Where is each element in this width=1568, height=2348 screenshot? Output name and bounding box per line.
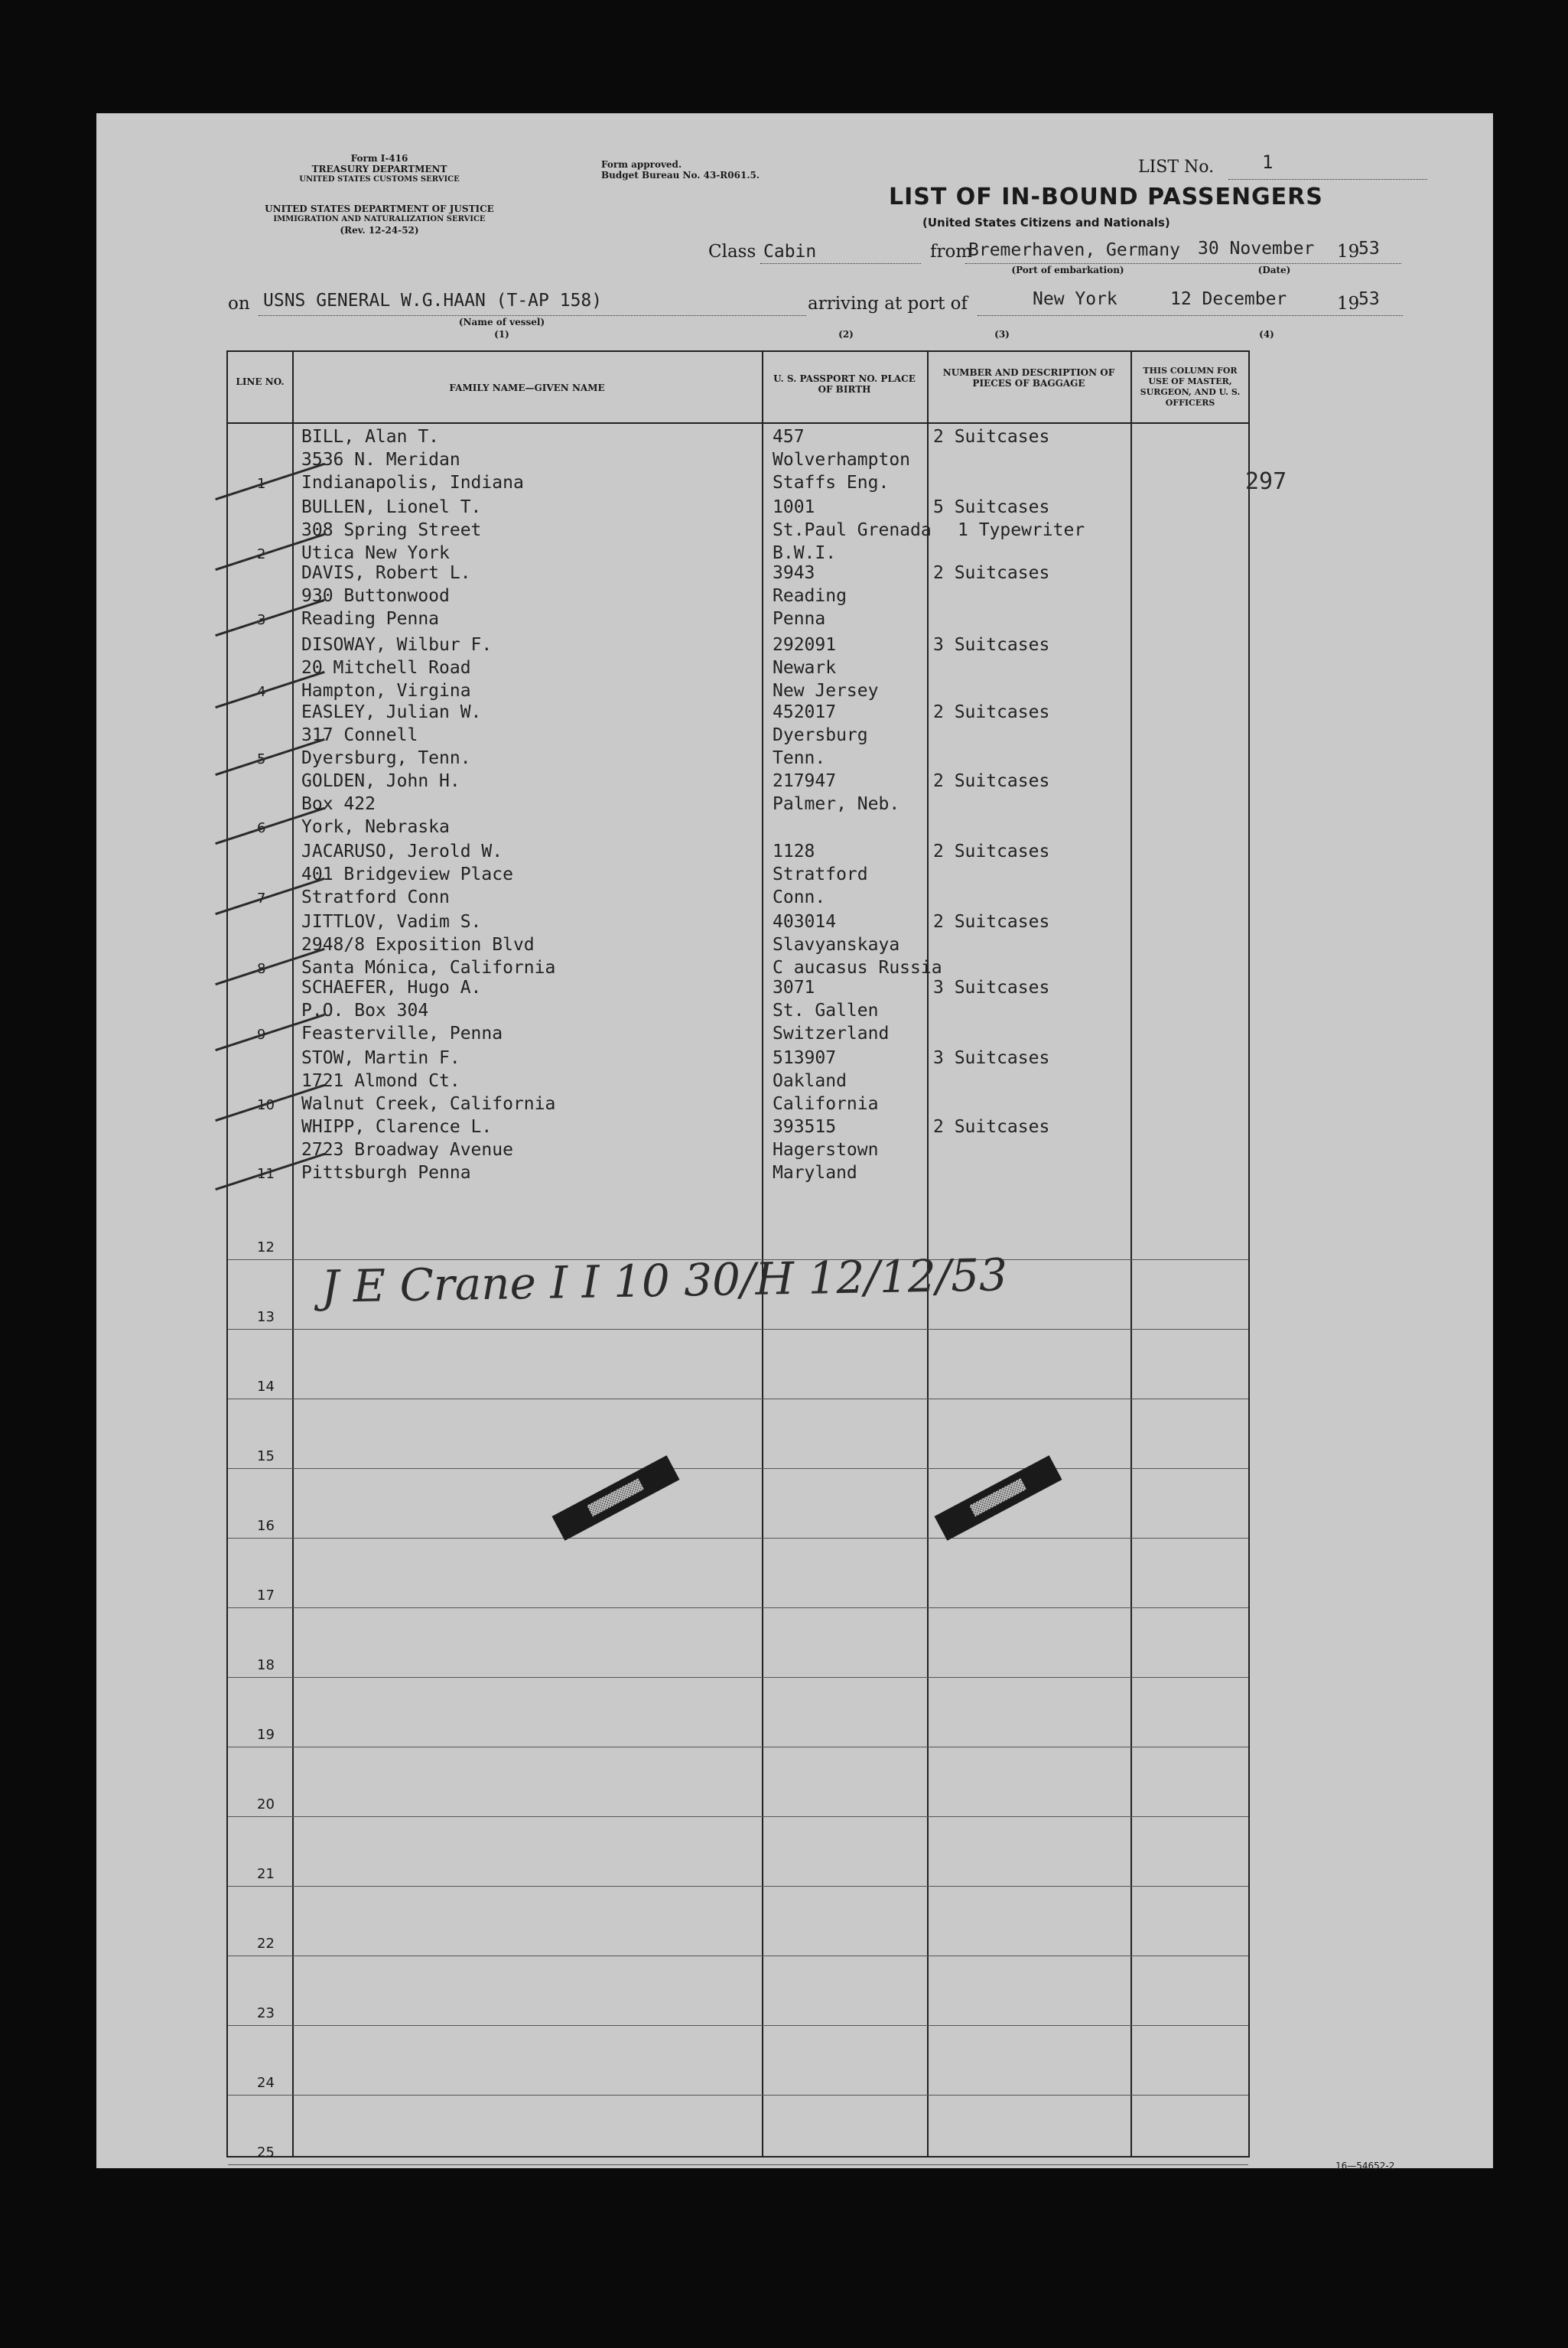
row-rule xyxy=(228,1607,1248,1608)
col-header-line-no: LINE NO. xyxy=(236,376,285,387)
passenger-address-line1: P.O. Box 304 xyxy=(301,1001,429,1021)
line-number: 20 xyxy=(257,1796,275,1812)
line-number: 14 xyxy=(257,1379,275,1395)
birth-place-line2: California xyxy=(773,1094,879,1114)
revision-date: (Rev. 12-24-52) xyxy=(340,225,419,236)
passenger-name: JACARUSO, Jerold W. xyxy=(301,842,503,861)
arrival-date: 12 December xyxy=(1170,289,1287,309)
line-number: 1 xyxy=(257,476,266,492)
line-number: 23 xyxy=(257,2005,275,2021)
baggage-description: 2 Suitcases xyxy=(933,912,1050,932)
baggage-description: 2 Suitcases xyxy=(933,1117,1050,1137)
passenger-address-line1: 2723 Broadway Avenue xyxy=(301,1140,513,1160)
birth-place-line1: Hagerstown xyxy=(773,1140,879,1160)
vessel-name: USNS GENERAL W.G.HAAN (T-AP 158) xyxy=(263,291,603,311)
passport-number: 457 xyxy=(773,427,805,447)
line-number: 17 xyxy=(257,1588,275,1604)
passenger-address-line2: Hampton, Virgina xyxy=(301,681,471,701)
row-rule xyxy=(228,1677,1248,1678)
line-number: 6 xyxy=(257,820,266,836)
date-caption: (Date) xyxy=(1257,265,1291,275)
line-number: 25 xyxy=(257,2144,275,2161)
passenger-address-line2: Feasterville, Penna xyxy=(301,1024,503,1044)
passenger-address-line1: 3536 N. Meridan xyxy=(301,450,460,470)
birth-place-line2: C aucasus Russia xyxy=(773,958,942,978)
row-rule xyxy=(228,2095,1248,2096)
passenger-address-line2: Pittsburgh Penna xyxy=(301,1163,471,1183)
passenger-address-line2: Walnut Creek, California xyxy=(301,1094,556,1114)
line-number: 2 xyxy=(257,546,266,562)
passport-number: 1001 xyxy=(773,497,815,517)
passenger-address-line1: 1721 Almond Ct. xyxy=(301,1071,460,1091)
baggage-description: 3 Suitcases xyxy=(933,978,1050,998)
arrival-year: 53 xyxy=(1358,289,1380,309)
passport-number: 1128 xyxy=(773,842,815,861)
list-no-label: LIST No. xyxy=(1138,158,1215,177)
page-title: LIST OF IN-BOUND PASSENGERS xyxy=(889,184,1323,210)
birth-place-line2: B.W.I. xyxy=(773,543,837,563)
justice-department: UNITED STATES DEPARTMENT OF JUSTICE xyxy=(265,204,494,214)
baggage-description: 2 Suitcases xyxy=(933,563,1050,583)
birth-place-line1: St.Paul Grenada xyxy=(773,520,932,540)
vessel-caption: (Name of vessel) xyxy=(458,317,545,327)
from-label: from xyxy=(930,242,973,262)
passport-number: 513907 xyxy=(773,1048,837,1068)
passenger-address-line2: York, Nebraska xyxy=(301,817,450,837)
officer-signature: J E Crane I I 10 30/H 12/12/53 xyxy=(320,1249,1008,1313)
baggage-description: 2 Suitcases xyxy=(933,771,1050,791)
year-prefix: 19 xyxy=(1337,242,1360,262)
arriving-label: arriving at port of xyxy=(808,294,968,314)
page-subtitle: (United States Citizens and Nationals) xyxy=(922,216,1170,230)
passenger-address-line2: Dyersburg, Tenn. xyxy=(301,748,471,768)
passport-number: 3071 xyxy=(773,978,815,998)
col-header-passport: U. S. PASSPORT NO. PLACE OF BIRTH xyxy=(773,373,916,395)
birth-place-line1: Dyersburg xyxy=(773,725,868,745)
embarkation-date: 30 November xyxy=(1198,239,1315,259)
passenger-name: JITTLOV, Vadim S. xyxy=(301,912,482,932)
on-label: on xyxy=(228,294,250,314)
line-number: 10 xyxy=(257,1097,275,1113)
customs-service: UNITED STATES CUSTOMS SERVICE xyxy=(299,175,460,184)
passenger-name: DAVIS, Robert L. xyxy=(301,563,471,583)
line-number: 5 xyxy=(257,751,266,767)
birth-place-line1: St. Gallen xyxy=(773,1001,879,1021)
col-header-baggage: NUMBER AND DESCRIPTION OF PIECES OF BAGGAGE xyxy=(942,367,1115,389)
budget-bureau: Budget Bureau No. 43-R061.5. xyxy=(601,170,760,181)
birth-place-line1: Reading xyxy=(773,586,847,606)
passport-number: 452017 xyxy=(773,702,837,722)
treasury-department: TREASURY DEPARTMENT xyxy=(311,164,447,174)
row-rule xyxy=(228,1538,1248,1539)
passport-number: 217947 xyxy=(773,771,837,791)
col-header-officers: THIS COLUMN FOR USE OF MASTER, SURGEON, AND U. S. OFFICERS xyxy=(1140,366,1241,408)
passenger-name: EASLEY, Julian W. xyxy=(301,702,482,722)
col-index-1: (1) xyxy=(494,329,509,340)
passenger-name: BILL, Alan T. xyxy=(301,427,440,447)
col-index-2: (2) xyxy=(838,329,854,340)
row-rule xyxy=(228,2164,1248,2165)
line-number: 19 xyxy=(257,1727,275,1743)
row-rule xyxy=(228,1816,1248,1817)
passenger-address-line2: Indianapolis, Indiana xyxy=(301,473,524,493)
passenger-address-line1: 20 Mitchell Road xyxy=(301,658,471,678)
line-number: 8 xyxy=(257,961,266,977)
line-number: 4 xyxy=(257,684,266,700)
birth-place-line1: Oakland xyxy=(773,1071,847,1091)
birth-place-line1: Wolverhampton xyxy=(773,450,911,470)
col-index-4: (4) xyxy=(1259,329,1274,340)
passport-number: 403014 xyxy=(773,912,837,932)
line-number: 13 xyxy=(257,1309,275,1325)
baggage-description: 2 Suitcases xyxy=(933,842,1050,861)
birth-place-line2: Conn. xyxy=(773,887,826,907)
inspection-stamp: ▓▓▓▓▓▓▓▓▓ xyxy=(551,1455,679,1541)
passenger-address-line2: Stratford Conn xyxy=(301,887,450,907)
baggage-description: 3 Suitcases xyxy=(933,635,1050,655)
birth-place-line2: Switzerland xyxy=(773,1024,890,1044)
passenger-address-line2: Santa Mónica, California xyxy=(301,958,556,978)
line-number: 12 xyxy=(257,1239,275,1255)
passport-number: 393515 xyxy=(773,1117,837,1137)
baggage-description: 5 Suitcases xyxy=(933,497,1050,517)
footer-code: 16—54652-2 xyxy=(1335,2161,1395,2171)
passenger-name: WHIPP, Clarence L. xyxy=(301,1117,493,1137)
passenger-name: BULLEN, Lionel T. xyxy=(301,497,482,517)
passenger-address-line1: Box 422 xyxy=(301,794,376,814)
arrival-year-prefix: 19 xyxy=(1337,294,1360,314)
row-rule xyxy=(228,1468,1248,1469)
passenger-address-line1: 930 Buttonwood xyxy=(301,586,450,606)
birth-place-line2: Staffs Eng. xyxy=(773,473,890,493)
baggage-description: 2 Suitcases xyxy=(933,427,1050,447)
class-value: Cabin xyxy=(763,242,817,262)
port-of-embarkation: Bremerhaven, Germany xyxy=(968,240,1180,260)
ins-service: IMMIGRATION AND NATURALIZATION SERVICE xyxy=(273,215,486,223)
line-number: 21 xyxy=(257,1866,275,1882)
row-rule xyxy=(228,1329,1248,1330)
passport-number: 292091 xyxy=(773,635,837,655)
embarkation-year: 53 xyxy=(1358,239,1380,259)
passenger-address-line1: 2948/8 Exposition Blvd xyxy=(301,935,535,955)
birth-place-line2: Maryland xyxy=(773,1163,857,1183)
inspection-stamp: ▓▓▓▓▓▓▓▓▓ xyxy=(934,1455,1062,1541)
line-number: 18 xyxy=(257,1657,275,1673)
birth-place-line2: Penna xyxy=(773,609,826,629)
line-number: 16 xyxy=(257,1518,275,1534)
line-number: 9 xyxy=(257,1027,266,1043)
row-rule xyxy=(228,1886,1248,1887)
passenger-address-line2: Reading Penna xyxy=(301,609,440,629)
passenger-address-line1: 317 Connell xyxy=(301,725,418,745)
col-index-3: (3) xyxy=(994,329,1010,340)
passenger-name: SCHAEFER, Hugo A. xyxy=(301,978,482,998)
passenger-name: GOLDEN, John H. xyxy=(301,771,460,791)
form-number: Form I-416 xyxy=(350,153,408,164)
birth-place-line1: Slavyanskaya xyxy=(773,935,900,955)
baggage-description: 2 Suitcases xyxy=(933,702,1050,722)
baggage-description-extra: 1 Typewriter xyxy=(958,520,1085,540)
passenger-address-line2: Utica New York xyxy=(301,543,450,563)
birth-place-line1: Newark xyxy=(773,658,837,678)
row-rule xyxy=(228,2025,1248,2026)
port-caption: (Port of embarkation) xyxy=(1011,265,1124,275)
passenger-address-line1: 308 Spring Street xyxy=(301,520,482,540)
baggage-description: 3 Suitcases xyxy=(933,1048,1050,1068)
list-no-value: 1 xyxy=(1262,151,1274,173)
line-number: 24 xyxy=(257,2075,275,2091)
class-label: Class xyxy=(708,242,756,262)
col-header-name: FAMILY NAME—GIVEN NAME xyxy=(449,383,605,393)
line-number: 22 xyxy=(257,1936,275,1952)
line-number: 11 xyxy=(257,1166,275,1182)
birth-place-line2: New Jersey xyxy=(773,681,879,701)
passenger-address-line1: 401 Bridgeview Place xyxy=(301,865,513,884)
officer-note: 297 xyxy=(1245,468,1287,495)
line-number: 3 xyxy=(257,612,266,628)
line-number: 7 xyxy=(257,891,266,907)
birth-place-line1: Palmer, Neb. xyxy=(773,794,900,814)
birth-place-line2: Tenn. xyxy=(773,748,826,768)
passenger-name: DISOWAY, Wilbur F. xyxy=(301,635,493,655)
arrival-port: New York xyxy=(1033,289,1117,309)
passport-number: 3943 xyxy=(773,563,815,583)
passenger-name: STOW, Martin F. xyxy=(301,1048,460,1068)
birth-place-line1: Stratford xyxy=(773,865,868,884)
line-number: 15 xyxy=(257,1448,275,1464)
form-approved: Form approved. xyxy=(601,159,682,170)
